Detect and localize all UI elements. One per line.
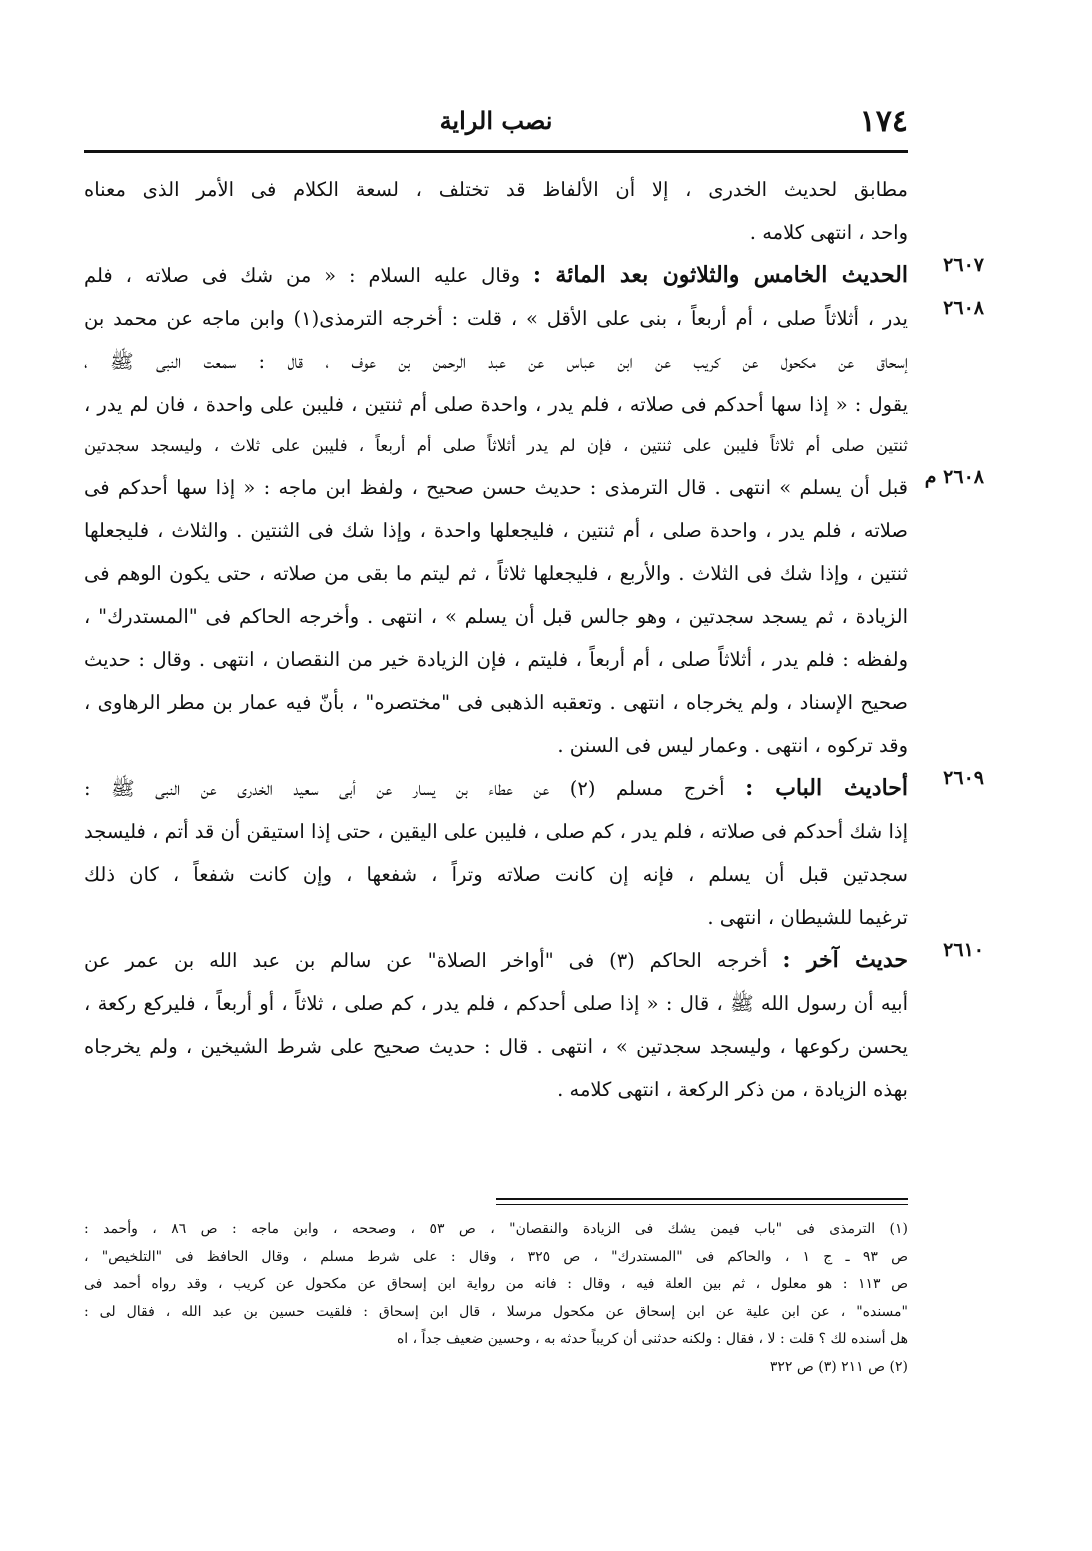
entry-2608m [84, 466, 984, 767]
text-span: أخرجه الحاكم (٣) فى "أواخر الصلاة" عن سالم بن عبد الله بن عمر عن [84, 949, 768, 972]
entry-2607 [84, 254, 984, 297]
text-line: ولفظه : فلم يدر ، أثلاثاً صلى ، أم أربعاً ، فليتم ، فإن الزيادة خير من النقصان ، انتهى . وقال : حديث [84, 648, 908, 671]
text-line: يقول : « إذا سها أحدكم فى صلاته ، فلم يدر ، واحدة صلى أم ثنتين ، فليبن على واحدة ، فان لم يدر ، [84, 393, 908, 416]
text-line [84, 767, 908, 810]
section-heading: حديث آخر : [782, 947, 908, 973]
footnotes [84, 1216, 908, 1381]
text-line: يحسن ركوعها ، وليسجد سجدتين » ، انتهى . قال : حديث صحيح على شرط الشيخين ، ولم يخرجاه [84, 1035, 908, 1058]
text-line: وقد تركوه ، انتهى . وعمار ليس فى السنن . [557, 734, 908, 757]
footnote-line: (١) الترمذى فى "باب فيمن يشك فى الزيادة والنقصان" ، ص ٥٣ ، وصححه ، وابن ماجه : ص ٨٦ ، وأحمد : [84, 1221, 908, 1237]
entry-2608 [84, 297, 984, 466]
text-span: وقال عليه السلام : « من شك فى صلاته ، فلم [84, 264, 521, 287]
hadith-number: ٢٦١٠ [943, 939, 984, 961]
entry-2609 [84, 767, 984, 939]
footnote-line: "مسنده" ، عن ابن علية عن ابن إسحاق عن مكحول مرسلا ، قال ابن إسحاق : فلقيت حسين بن عبد الله ، فقال لى : [84, 1303, 908, 1320]
text-line: ترغيما للشيطان ، انتهى . [707, 906, 908, 929]
hadith-number: ٢٦٠٩ [943, 767, 984, 789]
text-line: قبل أن يسلم » انتهى . قال الترمذى : حديث حسن صحيح ، ولفظ ابن ماجه : « إذا سها أحدكم فى [84, 476, 908, 499]
text-line: مطابق لحديث الخدرى ، إلا أن الألفاظ قد تختلف ، لسعة الكلام فى الأمر الذى معناه [84, 178, 908, 201]
running-title: نصب الراية [439, 106, 553, 135]
text-span: أخرج مسلم (٢) عن عطاء بن يسار عن أبى سعيد الخدرى عن النبى ﷺ : [84, 777, 725, 800]
text-line: إذا شك أحدكم فى صلاته ، فلم يدر ، كم صلى ، فليبن على اليقين ، حتى إذا استيقن أن قد أتم ، فليسجد [84, 820, 908, 843]
entry-2610 [84, 939, 984, 1111]
text-line: ثنتين صلى أم ثلاثاً فليبن على ثنتين ، فإن لم يدر أثلاثاً صلى أم أربعاً ، فليبن على ثلاث ، وليسجد سجدتين [84, 436, 908, 455]
text-line: صلاته ، فلم يدر ، واحدة صلى ، أم ثنتين ، فليجعلها واحدة ، وإذا شك فى الثنتين . والثلاث ، فليجعلها [84, 519, 908, 542]
header-rule [84, 150, 908, 153]
text-line: إسحاق عن مكحول عن كريب عن ابن عباس عن عبد الرحمن بن عوف ، قال : سمعت النبى ﷺ ، [84, 350, 908, 373]
text-line [84, 254, 908, 297]
text-line: سجدتين قبل أن يسلم ، فإنه إن كانت صلاته وتراً ، شفعها ، وإن كانت شفعاً ، كان ذلك [84, 863, 908, 886]
page-header [84, 104, 908, 148]
footnote-rule [496, 1198, 908, 1205]
hadith-number: ٢٦٠٧ [943, 254, 984, 276]
section-heading: الحديث الخامس والثلاثون بعد المائة : [532, 262, 908, 288]
text-line: يدر ، أثلاثاً صلى ، أم أربعاً ، بنى على الأقل » ، قلت : أخرجه الترمذى(١) وابن ماجه عن محمد بن [84, 307, 908, 330]
footnote-line: (٢) ص ٢١١ (٣) ص ٣٢٢ [769, 1358, 908, 1375]
footnote-line: ص ١١٣ : هو معلول ، ثم بين العلة فيه ، وقال : فانه من رواية ابن إسحاق عن مكحول عن كريب ، وقد رواه أحمد فى [84, 1276, 908, 1292]
text-line: الزيادة ، ثم يسجد سجدتين ، وهو جالس قبل أن يسلم » ، انتهى . وأخرجه الحاكم فى "المستدرك" ، [84, 605, 908, 628]
text-line: بهذه الزيادة ، من ذكر الركعة ، انتهى كلامه . [557, 1078, 908, 1101]
text-line: واحد ، انتهى كلامه . [749, 221, 908, 244]
section-heading: أحاديث الباب : [745, 775, 908, 801]
text-line [84, 939, 908, 982]
hadith-number: ٢٦٠٨ م [924, 466, 984, 488]
text-line: صحيح الإسناد ، ولم يخرجاه ، انتهى . وتعقبه الذهبى فى "مختصره" ، بأنّ فيه عمار بن مطر الرهاوى ، [84, 691, 908, 714]
text-line: أبيه أن رسول الله ﷺ ، قال : « إذا صلى أحدكم ، فلم يدر ، كم صلى ، ثلاثاً ، أو أربعاً ، فليركع ركعة ، [84, 992, 908, 1015]
page-number: ١٧٤ [859, 104, 908, 139]
hadith-number: ٢٦٠٨ [943, 297, 984, 319]
text-line: ثنتين ، وإذا شك فى الثلاث . والأربع ، فليجعلها ثلاثاً ، ثم ليتم ما بقى من صلاته ، حتى يكون الوهم فى [84, 562, 908, 585]
footnote-line: هل أسنده لك ؟ قلت : لا ، فقال : ولكنه حدثنى أن كريباً حدثه به ، وحسين ضعيف جداً ، اه [396, 1331, 908, 1347]
main-text [84, 168, 984, 1111]
footnote-line: ص ٩٣ ـ ج ١ ، والحاكم فى "المستدرك" ، ص ٣٢٥ ، وقال : على شرط مسلم ، وقال الحافظ فى "التلخيص" ، [84, 1248, 908, 1265]
